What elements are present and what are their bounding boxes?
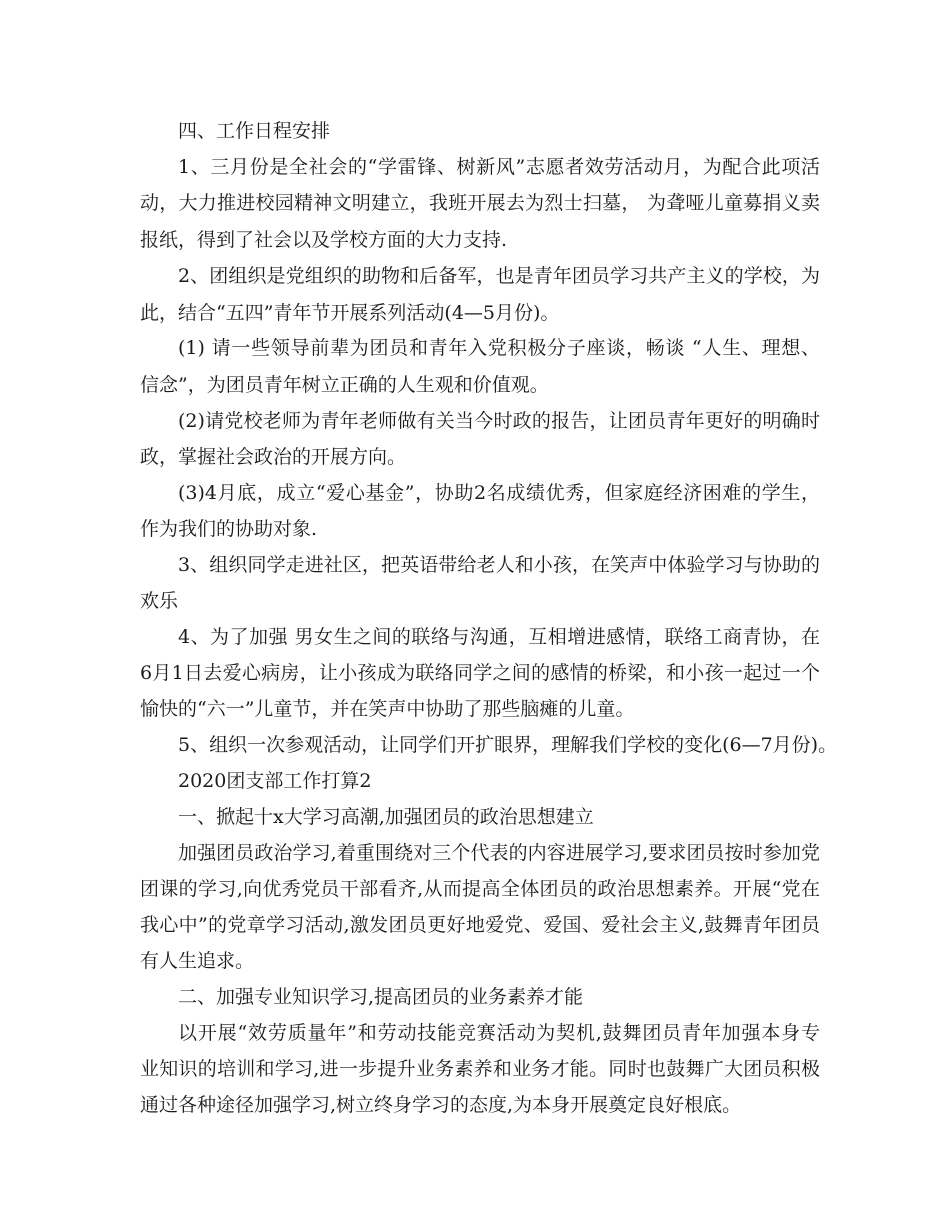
text-line: 4、为了加强 男女生之间的联络与沟通，互相增进感情，联络工商青协，在 [178,626,820,648]
text-line: 6月1日去爱心病房，让小孩成为联络同学之间的感情的桥梁，和小孩一起过一个 [140,662,820,684]
text-line: 3、组织同学走进社区，把英语带给老人和小孩，在笑声中体验学习与协助的 [178,554,820,576]
text-line: 二、加强专业知识学习,提高团员的业务素养才能 [178,986,584,1008]
text-line: 5、组织一次参观活动，让同学们开扩眼界，理解我们学校的变化(6—7月份)。 [178,734,838,756]
text-line: 此，结合“五四”青年节开展系列活动(4—5月份)。 [140,302,560,324]
text-line: 愉快的“六一”儿童节，并在笑声中协助了那些脑瘫的儿童。 [140,698,635,720]
text-line: 信念”，为团员青年树立正确的人生观和价值观。 [140,374,549,396]
text-line: 一、掀起十x大学习高潮,加强团员的政治思想建立 [178,806,594,828]
text-line: 2、团组织是党组织的助物和后备军，也是青年团员学习共产主义的学校，为 [178,265,820,287]
text-line: 通过各种途径加强学习,树立终身学习的态度,为本身开展奠定良好根底。 [140,1094,742,1116]
text-line: 2020团支部工作打算2 [178,770,372,792]
text-line: 有人生追求。 [140,950,255,972]
text-line: 政，掌握社会政治的开展方向。 [140,446,407,468]
text-line: 加强团员政治学习,着重围绕对三个代表的内容进展学习,要求团员按时参加党 [178,842,820,864]
text-line: (3)4月底，成立“爱心基金”，协助2名成绩优秀，但家庭经济困难的学生， [178,482,820,504]
text-line: 我心中”的党章学习活动,激发团员更好地爱党、爱国、爱社会主义,鼓舞青年团员 [140,914,820,936]
text-line: 1、三月份是全社会的“学雷锋、树新风”志愿者效劳活动月，为配合此项活 [178,156,820,178]
text-line: 以开展“效劳质量年”和劳动技能竞赛活动为契机,鼓舞团员青年加强本身专 [178,1022,820,1044]
text-line: 报纸，得到了社会以及学校方面的大力支持. [140,229,508,251]
text-line: 作为我们的协助对象. [140,518,318,540]
text-line: 业知识的培训和学习,进一步提升业务素养和业务才能。同时也鼓舞广大团员积极 [140,1058,820,1080]
text-line: 动，大力推进校园精神文明建立，我班开展去为烈士扫墓， 为聋哑儿童募捐义卖 [140,192,820,214]
text-line: 团课的学习,向优秀党员干部看齐,从而提高全体团员的政治思想素养。开展“党在 [140,878,820,900]
text-line: (2)请党校老师为青年老师做有关当今时政的报告，让团员青年更好的明确时 [178,410,820,432]
text-line: 欢乐 [140,590,179,612]
text-line: (1) 请一些领导前辈为团员和青年入党积极分子座谈，畅谈 “人生、理想、 [178,337,820,359]
text-line: 四、工作日程安排 [178,120,331,142]
